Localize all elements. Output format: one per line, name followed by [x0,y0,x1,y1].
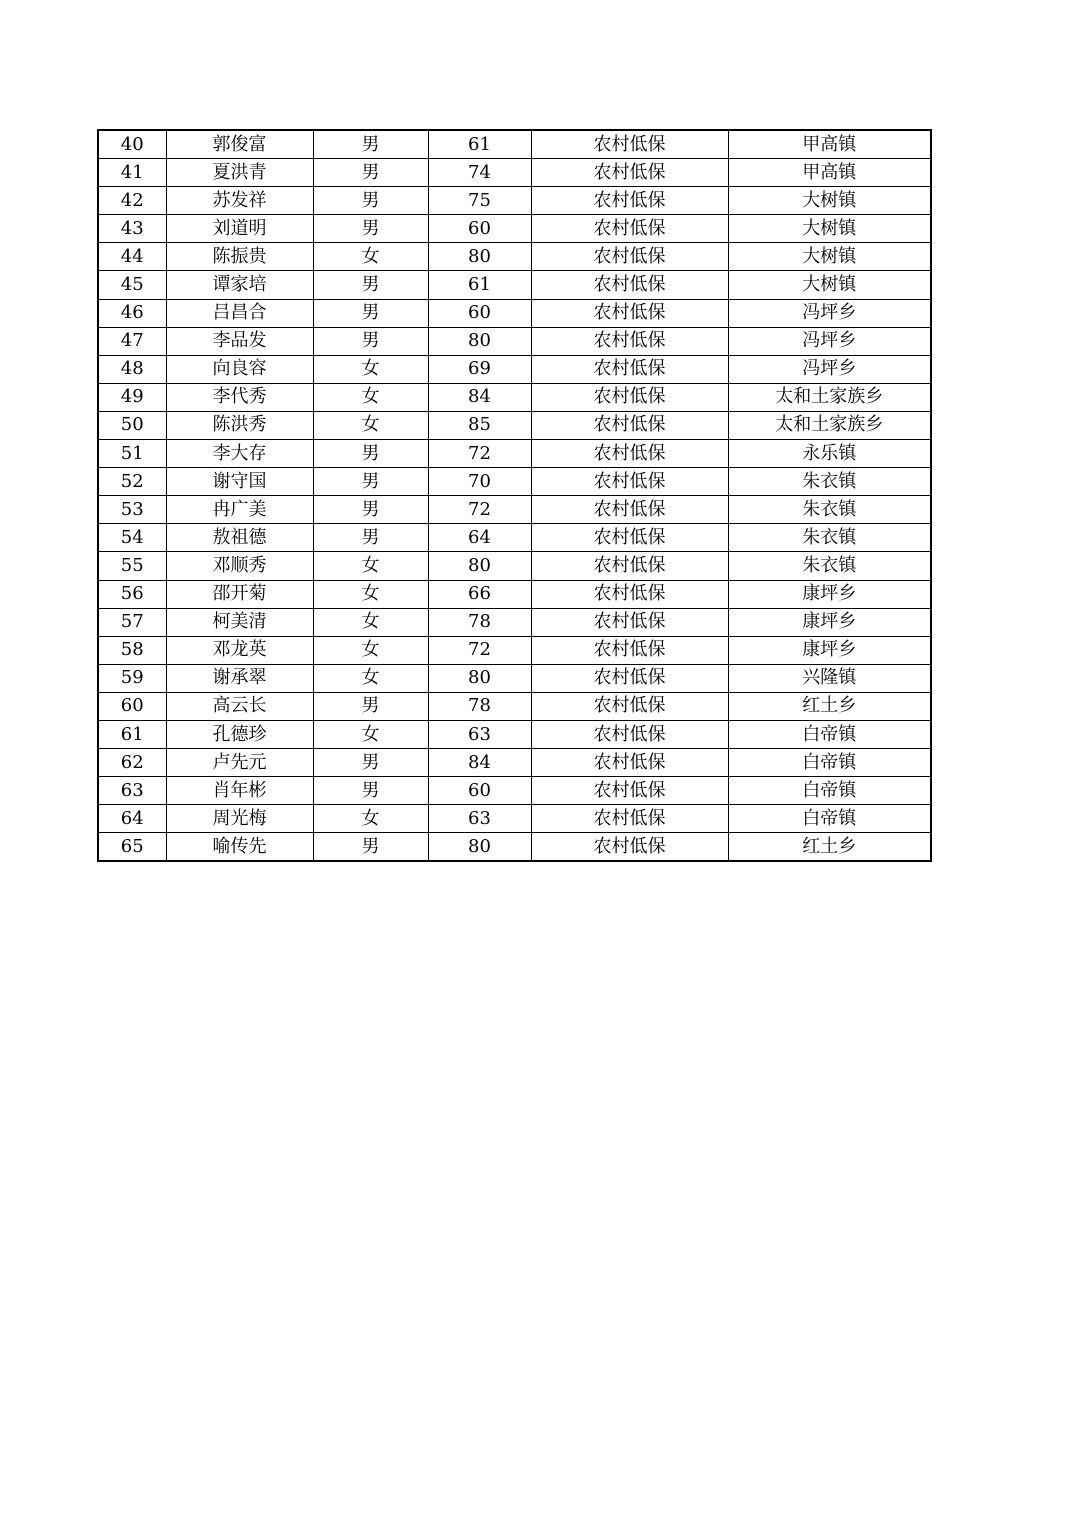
name-cell: 夏洪青 [166,159,313,187]
township-cell: 大树镇 [728,187,931,215]
name-cell: 李品发 [166,327,313,355]
age-cell: 80 [428,664,531,692]
gender-cell: 男 [313,692,428,720]
gender-cell: 女 [313,355,428,383]
township-cell: 大树镇 [728,243,931,271]
row-number-cell: 57 [98,608,166,636]
row-number-cell: 52 [98,468,166,496]
category-cell: 农村低保 [531,159,728,187]
table-row [98,243,931,271]
township-cell: 红土乡 [728,692,931,720]
age-cell: 80 [428,552,531,580]
age-cell: 60 [428,215,531,243]
name-cell: 向良容 [166,355,313,383]
table-row [98,440,931,468]
row-number-cell: 43 [98,215,166,243]
table-row [98,608,931,636]
name-cell: 冉广美 [166,496,313,524]
name-cell: 陈洪秀 [166,411,313,439]
table-row [98,130,931,159]
age-cell: 72 [428,636,531,664]
age-cell: 63 [428,720,531,748]
table-row [98,720,931,748]
row-number-cell: 53 [98,496,166,524]
category-cell: 农村低保 [531,243,728,271]
name-cell: 谭家培 [166,271,313,299]
row-number-cell: 59 [98,664,166,692]
gender-cell: 男 [313,299,428,327]
category-cell: 农村低保 [531,720,728,748]
township-cell: 大树镇 [728,215,931,243]
name-cell: 李大存 [166,440,313,468]
row-number-cell: 56 [98,580,166,608]
row-number-cell: 42 [98,187,166,215]
age-cell: 72 [428,440,531,468]
age-cell: 85 [428,411,531,439]
township-cell: 太和土家族乡 [728,383,931,411]
row-number-cell: 47 [98,327,166,355]
gender-cell: 男 [313,468,428,496]
gender-cell: 女 [313,552,428,580]
table-row [98,552,931,580]
gender-cell: 男 [313,271,428,299]
township-cell: 白帝镇 [728,749,931,777]
category-cell: 农村低保 [531,468,728,496]
table-row [98,299,931,327]
category-cell: 农村低保 [531,552,728,580]
table-row [98,271,931,299]
gender-cell: 男 [313,327,428,355]
category-cell: 农村低保 [531,777,728,805]
table-row [98,411,931,439]
age-cell: 75 [428,187,531,215]
township-cell: 朱衣镇 [728,552,931,580]
age-cell: 84 [428,749,531,777]
category-cell: 农村低保 [531,383,728,411]
age-cell: 64 [428,524,531,552]
table-row [98,636,931,664]
category-cell: 农村低保 [531,664,728,692]
gender-cell: 女 [313,383,428,411]
age-cell: 63 [428,805,531,833]
row-number-cell: 63 [98,777,166,805]
township-cell: 太和土家族乡 [728,411,931,439]
gender-cell: 男 [313,777,428,805]
township-cell: 冯坪乡 [728,355,931,383]
table-row [98,383,931,411]
table-row [98,159,931,187]
name-cell: 谢守国 [166,468,313,496]
name-cell: 陈振贵 [166,243,313,271]
table-row [98,355,931,383]
gender-cell: 男 [313,187,428,215]
name-cell: 高云长 [166,692,313,720]
name-cell: 卢先元 [166,749,313,777]
gender-cell: 女 [313,636,428,664]
age-cell: 80 [428,327,531,355]
gender-cell: 女 [313,664,428,692]
name-cell: 邓龙英 [166,636,313,664]
row-number-cell: 60 [98,692,166,720]
age-cell: 78 [428,608,531,636]
category-cell: 农村低保 [531,271,728,299]
row-number-cell: 58 [98,636,166,664]
category-cell: 农村低保 [531,130,728,159]
age-cell: 80 [428,243,531,271]
age-cell: 78 [428,692,531,720]
row-number-cell: 50 [98,411,166,439]
township-cell: 康坪乡 [728,580,931,608]
township-cell: 永乐镇 [728,440,931,468]
age-cell: 74 [428,159,531,187]
row-number-cell: 45 [98,271,166,299]
gender-cell: 女 [313,243,428,271]
township-cell: 兴隆镇 [728,664,931,692]
name-cell: 周光梅 [166,805,313,833]
table-row [98,833,931,862]
category-cell: 农村低保 [531,608,728,636]
name-cell: 李代秀 [166,383,313,411]
township-cell: 朱衣镇 [728,496,931,524]
age-cell: 84 [428,383,531,411]
category-cell: 农村低保 [531,411,728,439]
township-cell: 白帝镇 [728,720,931,748]
name-cell: 郭俊富 [166,130,313,159]
age-cell: 66 [428,580,531,608]
age-cell: 60 [428,299,531,327]
gender-cell: 女 [313,580,428,608]
table-row [98,327,931,355]
name-cell: 柯美清 [166,608,313,636]
gender-cell: 男 [313,749,428,777]
row-number-cell: 51 [98,440,166,468]
township-cell: 甲高镇 [728,159,931,187]
age-cell: 72 [428,496,531,524]
category-cell: 农村低保 [531,440,728,468]
category-cell: 农村低保 [531,496,728,524]
table-row [98,468,931,496]
table-row [98,805,931,833]
category-cell: 农村低保 [531,524,728,552]
name-cell: 邵开菊 [166,580,313,608]
name-cell: 吕昌合 [166,299,313,327]
township-cell: 红土乡 [728,833,931,862]
township-cell: 朱衣镇 [728,524,931,552]
age-cell: 80 [428,833,531,862]
township-cell: 冯坪乡 [728,299,931,327]
table-body [98,130,931,861]
township-cell: 白帝镇 [728,805,931,833]
category-cell: 农村低保 [531,636,728,664]
name-cell: 谢承翠 [166,664,313,692]
category-cell: 农村低保 [531,299,728,327]
gender-cell: 女 [313,411,428,439]
gender-cell: 女 [313,805,428,833]
table-row [98,215,931,243]
township-cell: 朱衣镇 [728,468,931,496]
row-number-cell: 46 [98,299,166,327]
township-cell: 冯坪乡 [728,327,931,355]
table-row [98,580,931,608]
category-cell: 农村低保 [531,749,728,777]
name-cell: 刘道明 [166,215,313,243]
township-cell: 康坪乡 [728,608,931,636]
age-cell: 69 [428,355,531,383]
table-row [98,692,931,720]
gender-cell: 男 [313,159,428,187]
category-cell: 农村低保 [531,327,728,355]
table-row [98,187,931,215]
row-number-cell: 44 [98,243,166,271]
row-number-cell: 41 [98,159,166,187]
table-row [98,777,931,805]
category-cell: 农村低保 [531,187,728,215]
gender-cell: 女 [313,720,428,748]
gender-cell: 男 [313,833,428,862]
row-number-cell: 49 [98,383,166,411]
category-cell: 农村低保 [531,805,728,833]
name-cell: 肖年彬 [166,777,313,805]
gender-cell: 男 [313,524,428,552]
age-cell: 61 [428,271,531,299]
gender-cell: 男 [313,440,428,468]
row-number-cell: 61 [98,720,166,748]
table-row [98,496,931,524]
age-cell: 61 [428,130,531,159]
gender-cell: 男 [313,130,428,159]
name-cell: 苏发祥 [166,187,313,215]
name-cell: 敖祖德 [166,524,313,552]
row-number-cell: 65 [98,833,166,862]
table-row [98,749,931,777]
name-cell: 喻传先 [166,833,313,862]
row-number-cell: 48 [98,355,166,383]
category-cell: 农村低保 [531,215,728,243]
age-cell: 60 [428,777,531,805]
row-number-cell: 64 [98,805,166,833]
data-table [97,129,932,862]
name-cell: 邓顺秀 [166,552,313,580]
township-cell: 大树镇 [728,271,931,299]
gender-cell: 男 [313,215,428,243]
name-cell: 孔德珍 [166,720,313,748]
gender-cell: 女 [313,608,428,636]
row-number-cell: 40 [98,130,166,159]
row-number-cell: 55 [98,552,166,580]
row-number-cell: 54 [98,524,166,552]
table-row [98,524,931,552]
gender-cell: 男 [313,496,428,524]
category-cell: 农村低保 [531,355,728,383]
category-cell: 农村低保 [531,580,728,608]
township-cell: 甲高镇 [728,130,931,159]
age-cell: 70 [428,468,531,496]
township-cell: 康坪乡 [728,636,931,664]
table-row [98,664,931,692]
category-cell: 农村低保 [531,692,728,720]
row-number-cell: 62 [98,749,166,777]
township-cell: 白帝镇 [728,777,931,805]
category-cell: 农村低保 [531,833,728,862]
